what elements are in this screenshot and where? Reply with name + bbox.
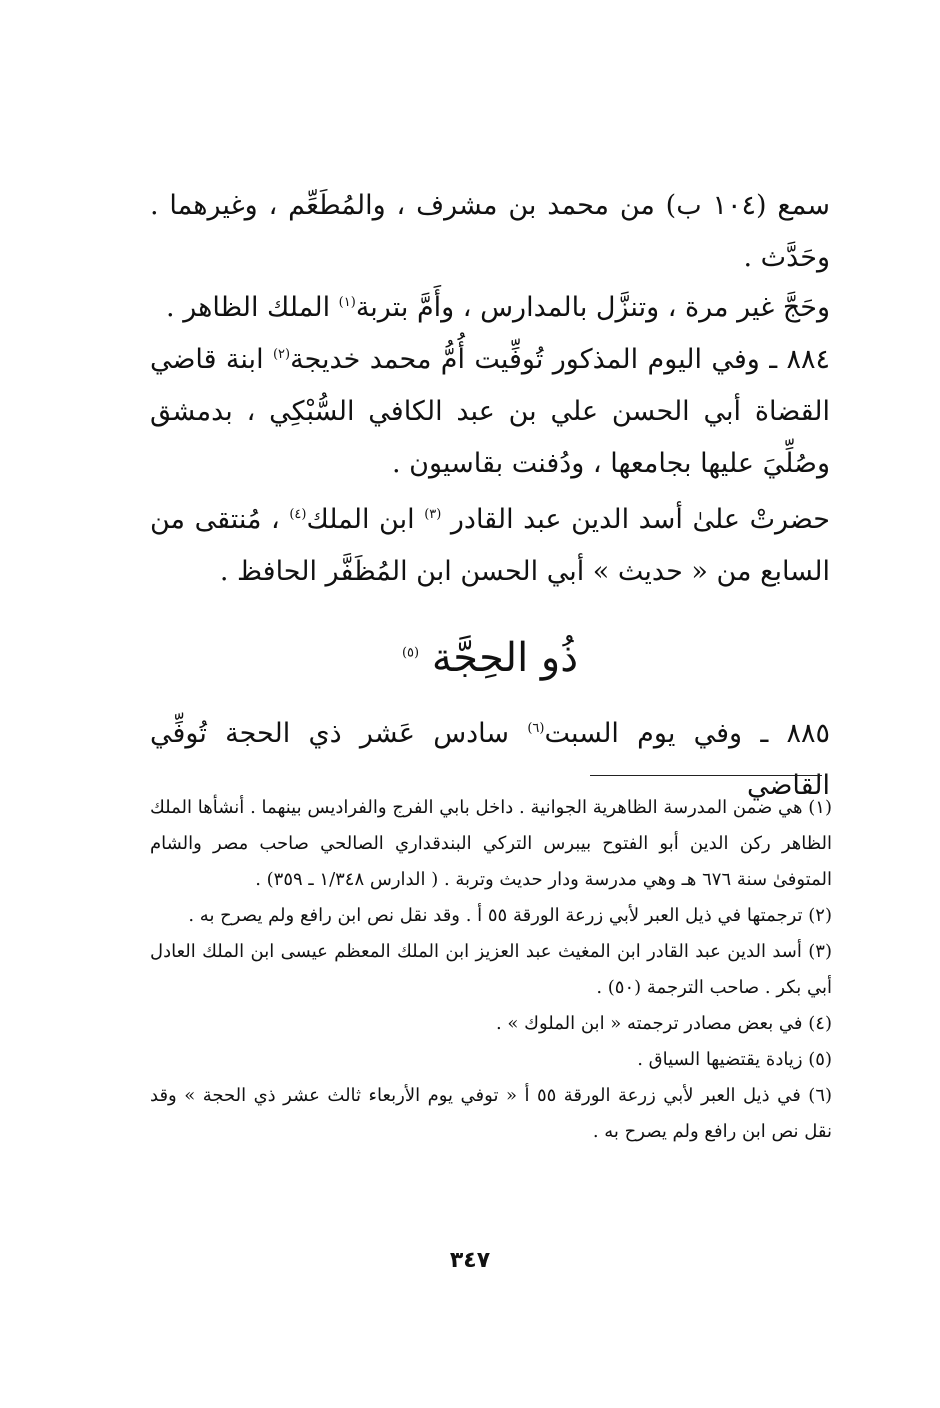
paragraph-hajj	[150, 282, 830, 334]
paragraph-text: ٨٨٥ ـ وفي يوم السبت	[544, 718, 830, 749]
paragraph-text: ٨٨٤ ـ وفي اليوم المذكور تُوفِّيت أُمُّ محمد خديجة	[290, 344, 830, 375]
footnote-4: (٤) في بعض مصادر ترجمته « ابن الملوك » .	[495, 1013, 832, 1034]
footnote-1: (١) هي ضمن المدرسة الظاهرية الجوانية . داخل بابي الفرج والفراديس بينهما . أنشأها الملك الظاهر ركن الدين أبو الفتوح بيبرس التركي البندقداري الصالحي صاحب مصر والشام المتوفىٰ سنة ٦٧٦ هـ وهي مدرسة ودار حديث وتربة . ( الدارس ١/٣٤٨ ـ ٣٥٩) .	[150, 797, 832, 890]
footnote-6: (٦) في ذيل العبر لأبي زرعة الورقة ٥٥ أ « توفي يوم الأربعاء ثالث عشر ذي الحجة » وقد نقل نص ابن رافع ولم يصرح به .	[150, 1085, 833, 1142]
footnote-3: (٣) أسد الدين عبد القادر ابن المغيث عبد العزيز ابن الملك المعظم عيسى ابن الملك العادل أبي بكر . صاحب الترجمة (٥٠) .	[150, 941, 832, 998]
footnote-ref-3[interactable]: (٣)	[424, 507, 442, 522]
footnote-ref-4[interactable]: (٤)	[289, 507, 307, 522]
footnote-ref-1[interactable]: (١)	[338, 295, 356, 310]
paragraph-hadarat	[150, 494, 830, 598]
footnote-5: (٥) زيادة يقتضيها السياق .	[637, 1049, 832, 1070]
footnotes	[150, 790, 832, 1150]
footnote-ref-6[interactable]: (٦)	[527, 721, 545, 736]
page-number: ٣٤٧	[449, 1248, 491, 1273]
heading-text: ذُو الحِجَّة	[431, 635, 579, 681]
paragraph-text: الملك الظاهر .	[166, 292, 331, 323]
footnote-ref-2[interactable]: (٢)	[272, 347, 291, 362]
footnote-ref-5[interactable]: (٥)	[401, 645, 420, 661]
paragraph-text: سمع (١٠٤ ب) من محمد بن مشرف ، والمُطَعِّم ، وغيرهما . وحَدَّث .	[150, 190, 831, 273]
paragraph-text: ابنة قاضي القضاة أبي الحسن علي بن عبد الكافي السُّبْكِي ، بدمشق وصُلِّيَ عليها بجامعها ، ودُفنت بقاسيون .	[150, 344, 830, 479]
footnote-divider	[590, 775, 822, 776]
section-heading	[150, 628, 830, 688]
paragraph-text: حضرتْ علىٰ أسد الدين عبد القادر	[450, 504, 830, 535]
entry-884	[150, 334, 830, 490]
footnote-2: (٢) ترجمتها في ذيل العبر لأبي زرعة الورقة ٥٥ أ . وقد نقل نص ابن رافع ولم يصرح به .	[188, 905, 832, 926]
paragraph-text: ، مُنتقى من السابع من « حديث » أبي الحسن ابن المُظَفَّر الحافظ .	[150, 504, 830, 587]
paragraph-text: سادس عَشر ذي الحجة تُوفِّي القاضي	[150, 718, 830, 801]
paragraph-sama	[150, 180, 830, 284]
paragraph-text: ابن الملك	[306, 504, 415, 535]
paragraph-text: وحَجَّ غير مرة ، وتنزَّل بالمدارس ، وأَمَّ بتربة	[355, 292, 830, 323]
